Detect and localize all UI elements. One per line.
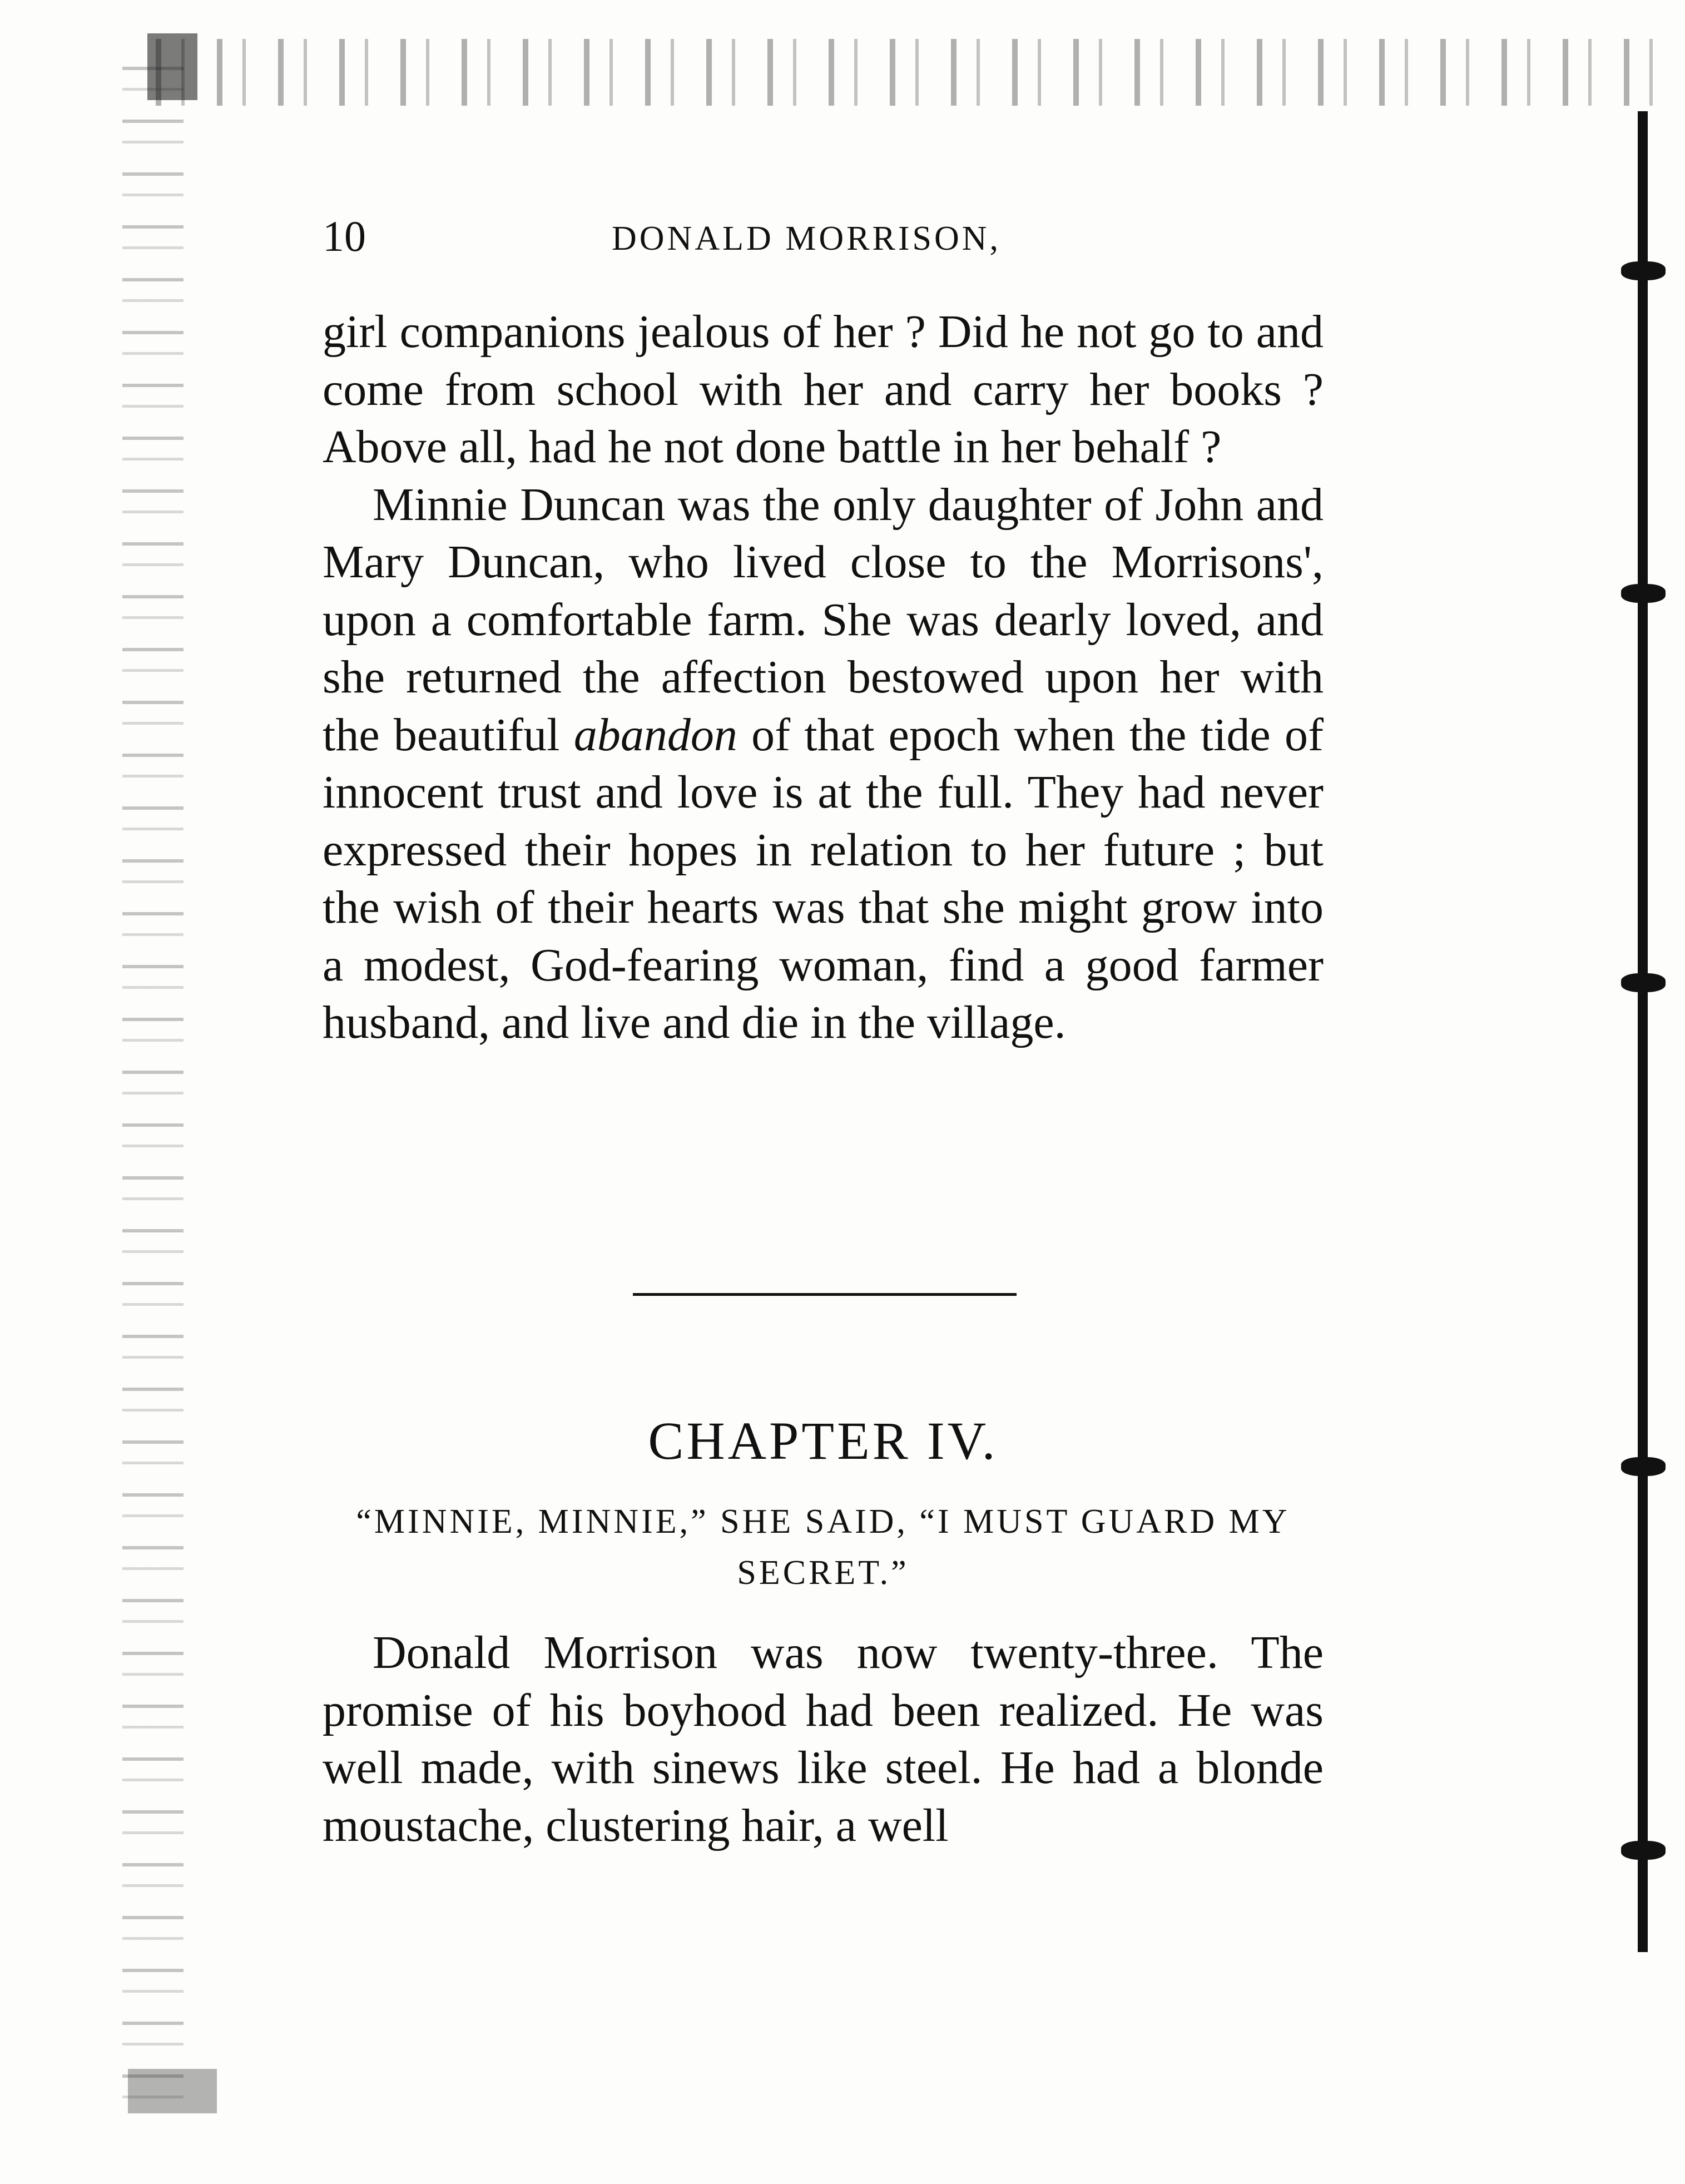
chapter-title: CHAPTER IV. [648, 1411, 998, 1470]
scan-smudge [147, 33, 197, 100]
page-number: 10 [323, 212, 366, 260]
section-divider [633, 1293, 1017, 1296]
binding-spine [1638, 111, 1648, 1952]
paragraph [323, 476, 1324, 1052]
chapter-subtitle: “MINNIE, MINNIE,” SHE SAID, “I MUST GUARD MY SECRET.” [356, 1503, 1290, 1592]
scan-smudge [128, 2069, 217, 2113]
binding-stitch [1621, 1841, 1666, 1860]
paragraph: girl companions jealous of her ? Did he not go to and come from school with her and carry her books ? Above all, had he not done battle in her behalf ? [323, 306, 1324, 473]
running-head [323, 211, 1324, 273]
running-title: DONALD MORRISON, [612, 220, 1002, 257]
binding-stitch [1621, 973, 1666, 992]
passage-two [323, 1624, 1324, 1854]
binding-stitch [1621, 1457, 1666, 1476]
scan-top-edge [156, 39, 1657, 106]
paragraph: Donald Morrison was now twenty-three. The promise of his boyhood had been realized. He was well made, with sinews like steel. He had a blonde moustache, clustering hair, a well [323, 1627, 1324, 1851]
binding-stitch [1621, 584, 1666, 603]
paragraph-text: Minnie Duncan was the only daughter of John and Mary Duncan, who lived close to the Morrisons', upon a comfortable farm. She was dearly loved, and she returned the affection bestowed upon her with the beautiful [323, 478, 1324, 761]
scan-left-edge [122, 67, 184, 2124]
passage-one [323, 303, 1324, 1052]
italic-word: abandon [573, 709, 737, 761]
binding-stitch [1621, 261, 1666, 280]
paragraph-text: of that epoch when the tide of innocent trust and love is at the full. They had never expressed their hopes in relation to her future ; but the wish of their hearts was that she might grow into a modest, God-fearing woman, find a good farmer husband, and live and die in the village. [323, 709, 1324, 1048]
